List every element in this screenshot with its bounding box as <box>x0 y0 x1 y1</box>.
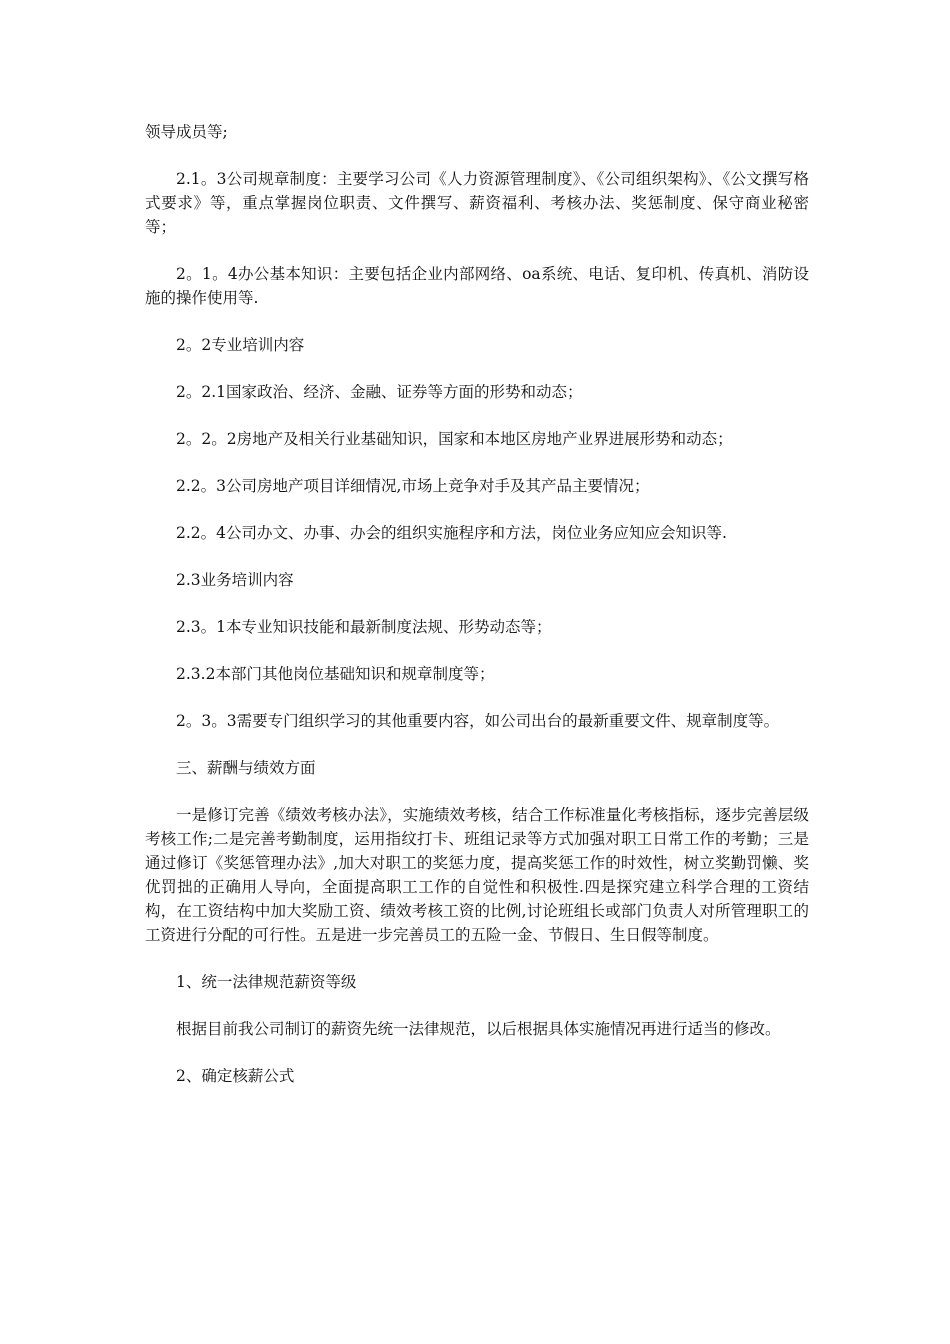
paragraph-11: 2.3.2本部门其他岗位基础知识和规章制度等； <box>176 665 495 683</box>
paragraph-14: 一是修订完善《绩效考核办法》，实施绩效考核，结合工作标准量化考核指标，逐步完善层级考核工作;二是完善考勤制度，运用指纹打卡、班组记录等方式加强对职工日常工作的考勤；三是通过修订《奖惩管理办法》,加大对职工的奖惩力度，提高奖惩工作的时效性，树立奖勤罚懒、奖优罚拙的正确用人导向，全面提高职工工作的自觉性和积极性.四是探究建立科学合理的工资结构，在工资结构中加大奖励工资、绩效考核工资的比例,讨论班组长或部门负责人对所管理职工的工资进行分配的可行性。五是进一步完善员工的五险一金、节假日、生日假等制度。 <box>145 806 809 944</box>
section-heading-2-3: 2.3业务培训内容 <box>176 571 294 589</box>
paragraph-1: 领导成员等; <box>145 123 228 141</box>
paragraph-5: 2。2.1国家政治、经济、金融、证券等方面的形势和动态； <box>176 383 583 401</box>
paragraph-8: 2.2。4公司办文、办事、办会的组织实施程序和方法，岗位业务应知应会知识等. <box>176 524 727 542</box>
paragraph-7: 2.2。3公司房地产项目详细情况,市场上竞争对手及其产品主要情况； <box>176 477 650 495</box>
paragraph-3: 2。1。4办公基本知识：主要包括企业内部网络、oa系统、电话、复印机、传真机、消防设施的操作使用等. <box>145 265 809 307</box>
paragraph-10: 2.3。1本专业知识技能和最新制度法规、形势动态等； <box>176 618 552 636</box>
section-heading-2-2: 2。2专业培训内容 <box>176 336 305 354</box>
paragraph-16: 根据目前我公司制订的薪资先统一法律规范，以后根据具体实施情况再进行适当的修改。 <box>176 1020 781 1038</box>
subheading-2: 2、确定核薪公式 <box>176 1067 295 1085</box>
subheading-1: 1、统一法律规范薪资等级 <box>176 973 357 991</box>
paragraph-12: 2。3。3需要专门组织学习的其他重要内容，如公司出台的最新重要文件、规章制度等。 <box>176 712 780 730</box>
paragraph-2: 2.1。3公司规章制度：主要学习公司《人力资源管理制度》、《公司组织架构》、《公文撰写格式要求》等，重点掌握岗位职责、文件撰写、薪资福利、考核办法、奖惩制度、保守商业秘密等； <box>145 170 809 236</box>
document-page <box>145 120 809 1111</box>
section-heading-3: 三、薪酬与绩效方面 <box>176 759 316 777</box>
paragraph-6: 2。2。2房地产及相关行业基础知识，国家和本地区房地产业界进展形势和动态； <box>176 430 733 448</box>
